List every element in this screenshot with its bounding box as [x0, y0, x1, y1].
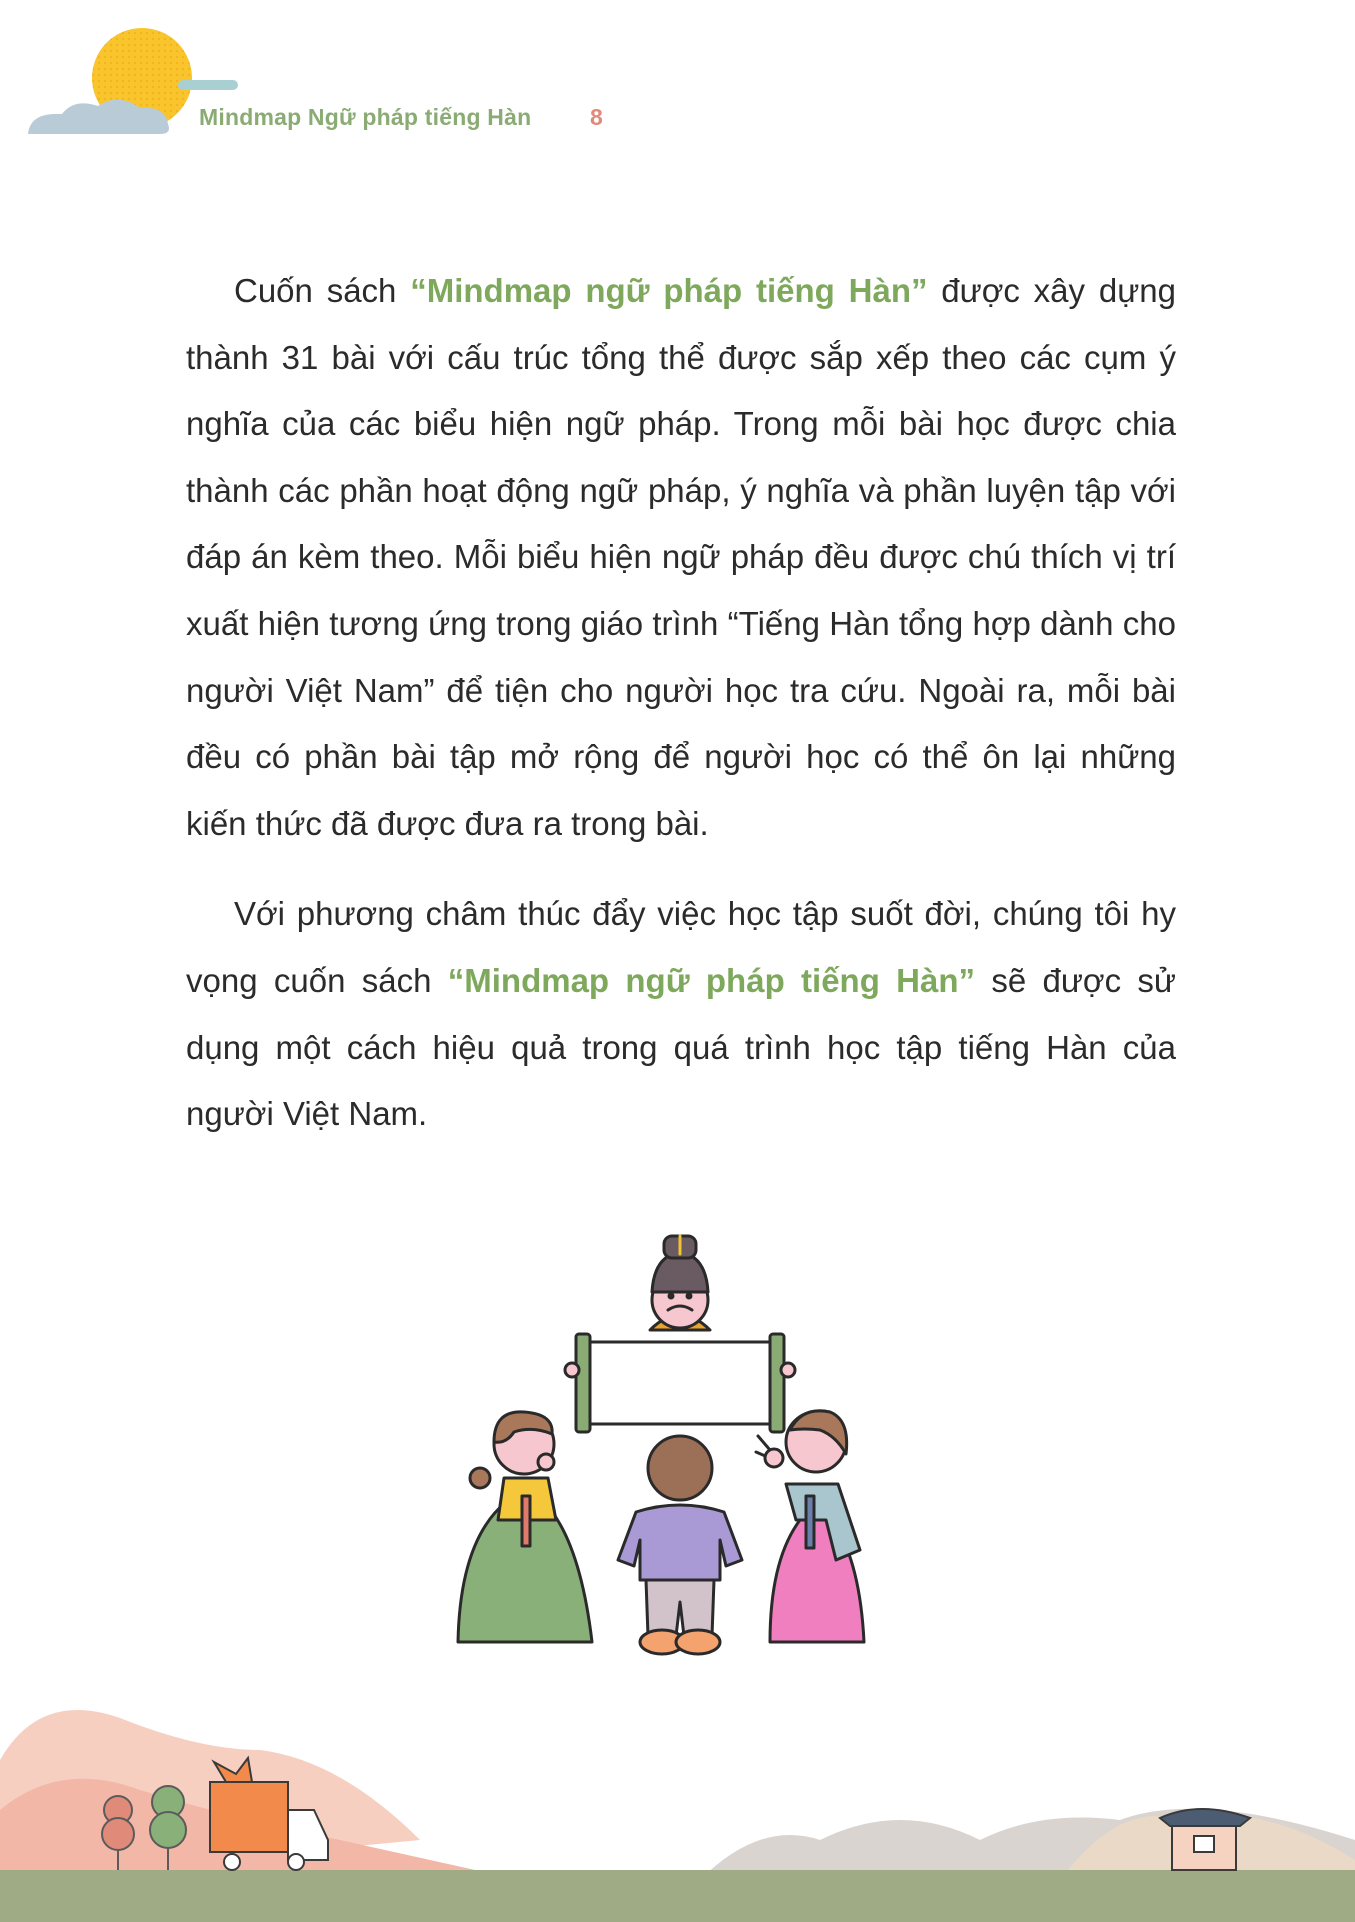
paragraph-2-text-start: Với phương châm thúc đẩy việc học tập suốt đời, chúng tôi hy vọng cuốn sách [186, 895, 1176, 999]
hanok-house-icon [1160, 1809, 1250, 1870]
woman-pink-hanbok [756, 1411, 864, 1642]
page-header [0, 0, 700, 150]
body-text [186, 258, 1176, 1172]
paragraph-1-text-end: được xây dựng thành 31 bài với cấu trúc tổng thể được sắp xếp theo các cụm ý nghĩa của các biểu hiện ngữ pháp. Trong mỗi bài học được chia thành các phần hoạt động ngữ pháp, ý nghĩa và phần luyện tập với đáp án kèm theo. Mỗi biểu hiện ngữ pháp đều được chú thích vị trí xuất hiện tương ứng trong giáo trình “Tiếng Hàn tổng hợp dành cho người Việt Nam” để tiện cho người học tra cứu. Ngoài ra, mỗi bài đều có phần bài tập mở rộng để người học có thể ôn lại những kiến thức đã được đưa ra trong bài. [186, 272, 1176, 842]
book-title-highlight: “Mindmap ngữ pháp tiếng Hàn” [410, 272, 928, 309]
blank-scroll [565, 1334, 795, 1432]
woman-green-hanbok [458, 1412, 592, 1642]
paragraph-1 [186, 258, 1176, 857]
running-header-title: Mindmap Ngữ pháp tiếng Hàn [199, 104, 532, 130]
paragraph-1-text-start: Cuốn sách [234, 272, 411, 309]
footer-landscape-scene [0, 1690, 1355, 1922]
hanbok-people-illustration [440, 1230, 920, 1690]
paragraph-2-text-end: sẽ được sử dụng một cách hiệu quả trong quá trình học tập tiếng Hàn của người Việt Nam. [186, 961, 1176, 1133]
page-number: 8 [590, 104, 603, 130]
paragraph-2 [186, 881, 1176, 1147]
king-figure [650, 1236, 710, 1330]
book-title-highlight: “Mindmap ngữ pháp tiếng Hàn” [447, 961, 976, 999]
boy-purple-jacket [618, 1436, 742, 1654]
